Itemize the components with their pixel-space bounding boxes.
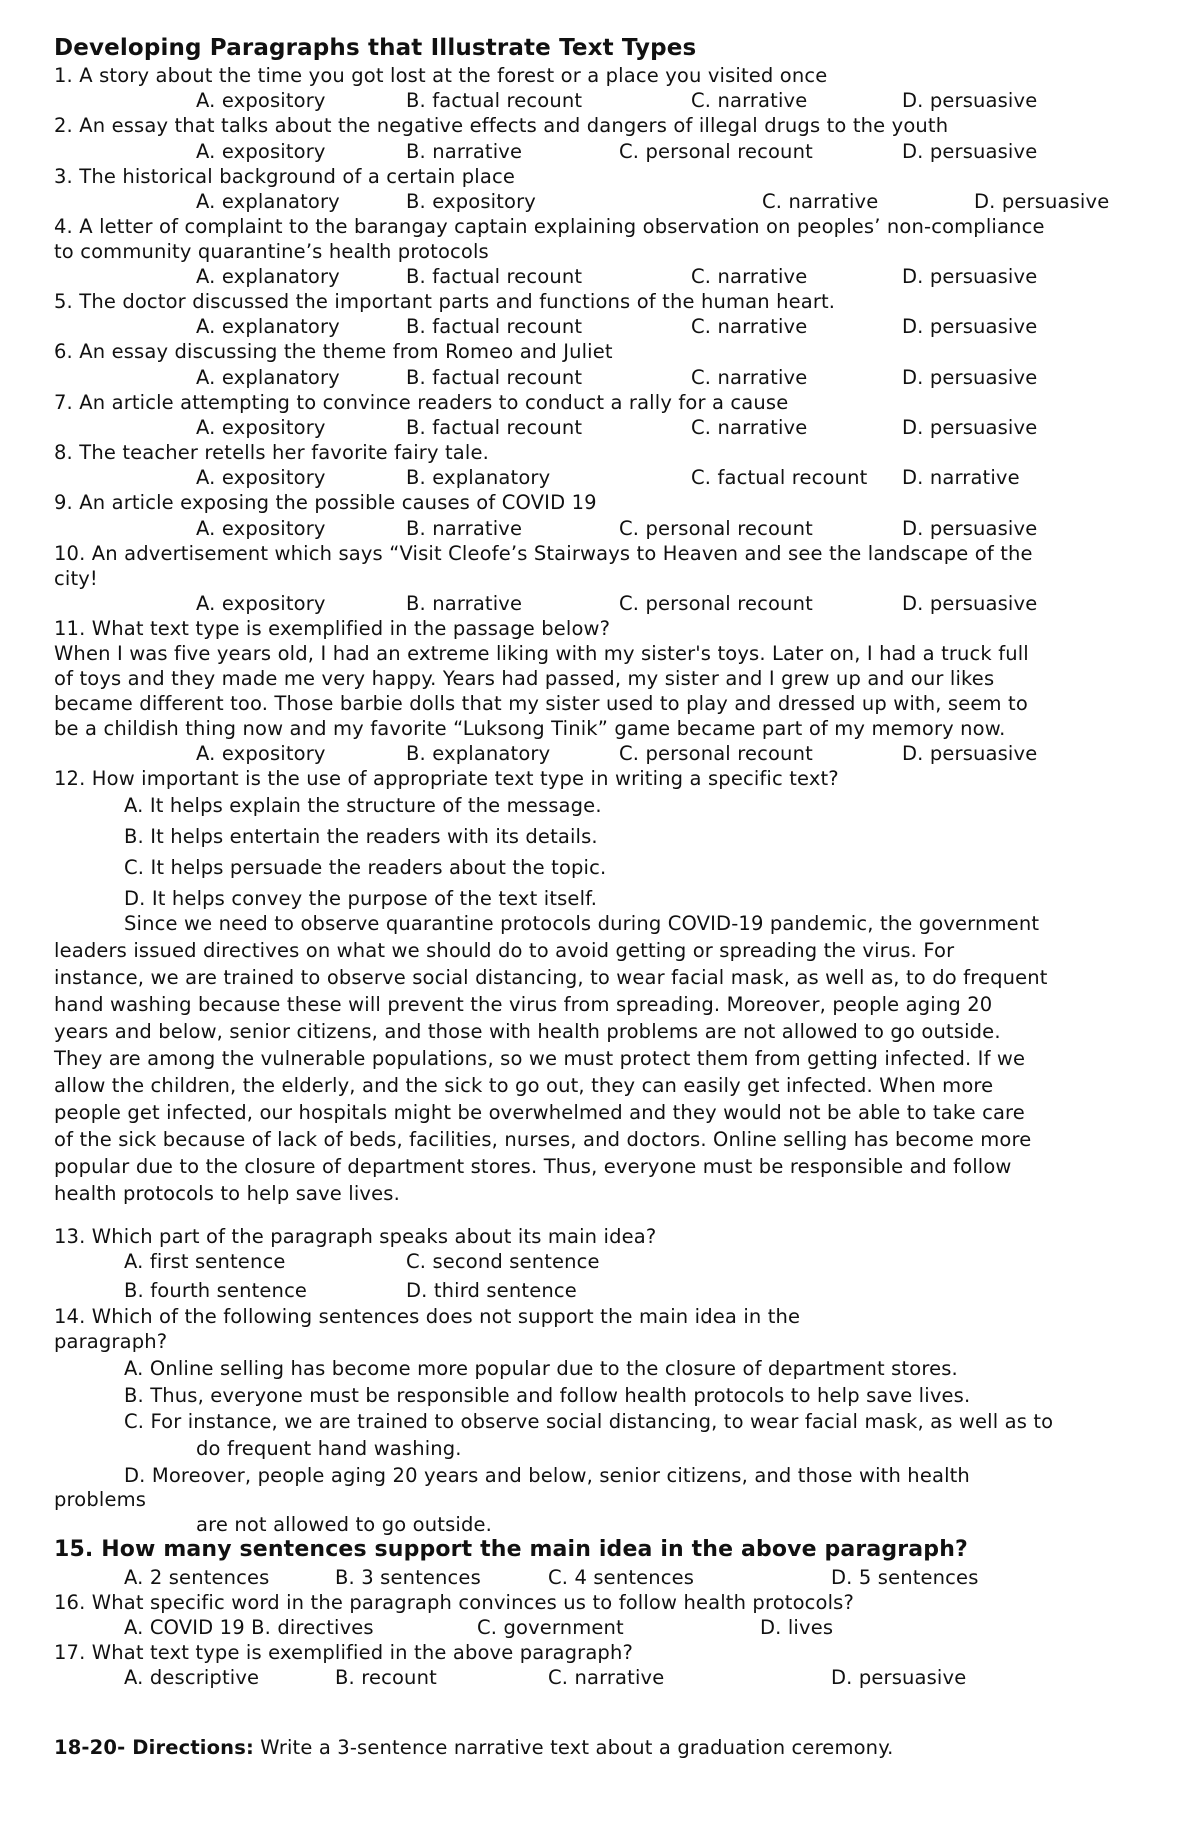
question-14-option-d-wrap: problems (54, 1488, 147, 1511)
question-12-option-b: B. It helps entertain the readers with its details. (124, 825, 598, 848)
question-2-option-d: D. persuasive (902, 140, 1038, 163)
question-9-stem: 9. An article exposing the possible causes of COVID 19 (54, 491, 597, 514)
question-7-stem: 7. An article attempting to convince readers to conduct a rally for a cause (54, 391, 789, 414)
paragraph-line: people get infected, our hospitals might be overwhelmed and they would not be able to take care (54, 1101, 1025, 1124)
question-3-option-d: D. persuasive (974, 190, 1110, 213)
question-9-option-b: B. narrative (406, 517, 523, 540)
question-14-stem-continued: paragraph? (54, 1330, 168, 1353)
question-11-stem: 11. What text type is exemplified in the passage below? (54, 617, 611, 640)
question-6-option-c: C. narrative (691, 366, 808, 389)
paragraph-line: leaders issued directives on what we should do to avoid getting or spreading the virus. For (54, 939, 955, 962)
question-14-option-d-continued: are not allowed to go outside. (196, 1513, 492, 1536)
paragraph-line: health protocols to help save lives. (54, 1182, 400, 1205)
paragraph-line: years and below, senior citizens, and those with health problems are not allowed to go outside. (54, 1020, 1001, 1043)
passage-line: When I was five years old, I had an extreme liking with my sister's toys. Later on, I had a truck full (54, 642, 1029, 665)
question-14-option-c: C. For instance, we are trained to observe social distancing, to wear facial mask, as well as to (124, 1410, 1054, 1433)
question-12-option-d: D. It helps convey the purpose of the text itself. (124, 887, 598, 910)
paragraph-line: They are among the vulnerable populations, so we must protect them from getting infected. If we (54, 1047, 1026, 1070)
paragraph-line: instance, we are trained to observe social distancing, to wear facial mask, as well as, to do frequent (54, 966, 1048, 989)
question-10-stem-continued: city! (54, 567, 98, 590)
question-1-option-d: D. persuasive (902, 89, 1038, 112)
passage-line: of toys and they made me very happy. Years had passed, my sister and I grew up and our likes (54, 667, 995, 690)
question-10-stem: 10. An advertisement which says “Visit Cleofe’s Stairways to Heaven and see the landscape of the (54, 542, 1033, 565)
question-3-option-c: C. narrative (762, 190, 879, 213)
question-11-option-b: B. explanatory (406, 742, 551, 765)
question-7-option-b: B. factual recount (406, 416, 583, 439)
question-16-option-c: C. government (477, 1616, 624, 1639)
directions-text: Write a 3-sentence narrative text about a graduation ceremony. (253, 1736, 894, 1759)
question-16-option-d: D. lives (760, 1616, 834, 1639)
question-13-option-a: A. first sentence (124, 1250, 286, 1273)
question-9-option-d: D. persuasive (902, 517, 1038, 540)
paragraph-line: allow the children, the elderly, and the sick to go out, they can easily get infected. When more (54, 1074, 994, 1097)
directions (54, 1736, 893, 1760)
question-10-option-c: C. personal recount (619, 592, 813, 615)
question-3-option-a: A. explanatory (196, 190, 340, 213)
question-11-option-d: D. persuasive (902, 742, 1038, 765)
question-10-option-a: A. expository (196, 592, 326, 615)
question-9-option-c: C. personal recount (619, 517, 813, 540)
question-6-option-b: B. factual recount (406, 366, 583, 389)
question-2-stem: 2. An essay that talks about the negative effects and dangers of illegal drugs to the youth (54, 114, 949, 137)
question-13-option-c: C. second sentence (406, 1250, 600, 1273)
question-14-option-a: A. Online selling has become more popular due to the closure of department stores. (124, 1357, 958, 1380)
question-7-option-a: A. expository (196, 416, 326, 439)
question-4-stem: 4. A letter of complaint to the barangay captain explaining observation on peoples’ non-compliance (54, 215, 1045, 238)
passage-line: be a childish thing now and my favorite “Luksong Tinik” game became part of my memory now. (54, 717, 1006, 740)
question-8-option-b: B. explanatory (406, 466, 551, 489)
question-6-stem: 6. An essay discussing the theme from Romeo and Juliet (54, 340, 613, 363)
question-6-option-a: A. explanatory (196, 366, 340, 389)
question-5-option-c: C. narrative (691, 315, 808, 338)
question-8-stem: 8. The teacher retells her favorite fairy tale. (54, 441, 489, 464)
question-12-stem: 12. How important is the use of appropriate text type in writing a specific text? (54, 767, 839, 790)
question-8-option-d: D. narrative (902, 466, 1020, 489)
question-14-stem: 14. Which of the following sentences does not support the main idea in the (54, 1305, 801, 1328)
question-17-option-b: B. recount (335, 1666, 437, 1689)
question-4-option-b: B. factual recount (406, 265, 583, 288)
question-11-option-a: A. expository (196, 742, 326, 765)
paragraph-line: hand washing because these will prevent the virus from spreading. Moreover, people aging 20 (54, 993, 993, 1016)
question-6-option-d: D. persuasive (902, 366, 1038, 389)
paragraph-line: Since we need to observe quarantine protocols during COVID-19 pandemic, the government (124, 912, 1040, 935)
question-17-option-d: D. persuasive (831, 1666, 967, 1689)
question-11-option-c: C. personal recount (619, 742, 813, 765)
directions-label: 18-20- Directions: (54, 1736, 254, 1759)
question-14-option-c-continued: do frequent hand washing. (196, 1437, 462, 1460)
question-12-option-a: A. It helps explain the structure of the message. (124, 794, 602, 817)
question-4-option-a: A. explanatory (196, 265, 340, 288)
question-8-option-a: A. expository (196, 466, 326, 489)
question-16-option-a-b: A. COVID 19 B. directives (124, 1616, 374, 1639)
question-10-option-d: D. persuasive (902, 592, 1038, 615)
page-title: Developing Paragraphs that Illustrate Text Types (54, 35, 697, 61)
paragraph-line: of the sick because of lack of beds, facilities, nurses, and doctors. Online selling has become more (54, 1128, 1032, 1151)
question-13-option-b: B. fourth sentence (124, 1279, 308, 1302)
question-5-option-d: D. persuasive (902, 315, 1038, 338)
question-3-option-b: B. expository (406, 190, 536, 213)
question-5-option-a: A. explanatory (196, 315, 340, 338)
question-1-option-c: C. narrative (691, 89, 808, 112)
question-13-option-d: D. third sentence (406, 1279, 577, 1302)
question-7-option-c: C. narrative (691, 416, 808, 439)
question-9-option-a: A. expository (196, 517, 326, 540)
question-4-stem-continued: to community quarantine’s health protocols (54, 240, 489, 263)
question-12-option-c: C. It helps persuade the readers about the topic. (124, 856, 607, 879)
question-15-option-b: B. 3 sentences (335, 1566, 481, 1589)
question-8-option-c: C. factual recount (691, 466, 868, 489)
question-2-option-b: B. narrative (406, 140, 523, 163)
question-15-stem: 15. How many sentences support the main idea in the above paragraph? (54, 1537, 968, 1562)
question-13-stem: 13. Which part of the paragraph speaks about its main idea? (54, 1225, 657, 1248)
question-1-option-a: A. expository (196, 89, 326, 112)
question-1-option-b: B. factual recount (406, 89, 583, 112)
question-14-option-d: D. Moreover, people aging 20 years and below, senior citizens, and those with health (124, 1464, 970, 1487)
question-2-option-a: A. expository (196, 140, 326, 163)
question-15-option-d: D. 5 sentences (831, 1566, 979, 1589)
question-15-option-c: C. 4 sentences (548, 1566, 695, 1589)
question-17-option-a: A. descriptive (124, 1666, 260, 1689)
question-7-option-d: D. persuasive (902, 416, 1038, 439)
question-4-option-c: C. narrative (691, 265, 808, 288)
paragraph-line: popular due to the closure of department stores. Thus, everyone must be responsible and follow (54, 1155, 1012, 1178)
question-5-stem: 5. The doctor discussed the important parts and functions of the human heart. (54, 290, 836, 313)
question-2-option-c: C. personal recount (619, 140, 813, 163)
passage-line: became different too. Those barbie dolls that my sister used to play and dressed up with, seem to (54, 692, 1028, 715)
question-5-option-b: B. factual recount (406, 315, 583, 338)
question-17-option-c: C. narrative (548, 1666, 665, 1689)
question-15-option-a: A. 2 sentences (124, 1566, 270, 1589)
question-17-stem: 17. What text type is exemplified in the above paragraph? (54, 1641, 633, 1664)
question-4-option-d: D. persuasive (902, 265, 1038, 288)
question-1-stem: 1. A story about the time you got lost at the forest or a place you visited once (54, 64, 828, 87)
question-16-stem: 16. What specific word in the paragraph convinces us to follow health protocols? (54, 1591, 854, 1614)
question-14-option-b: B. Thus, everyone must be responsible and follow health protocols to help save lives. (124, 1384, 971, 1407)
question-3-stem: 3. The historical background of a certain place (54, 165, 515, 188)
question-10-option-b: B. narrative (406, 592, 523, 615)
